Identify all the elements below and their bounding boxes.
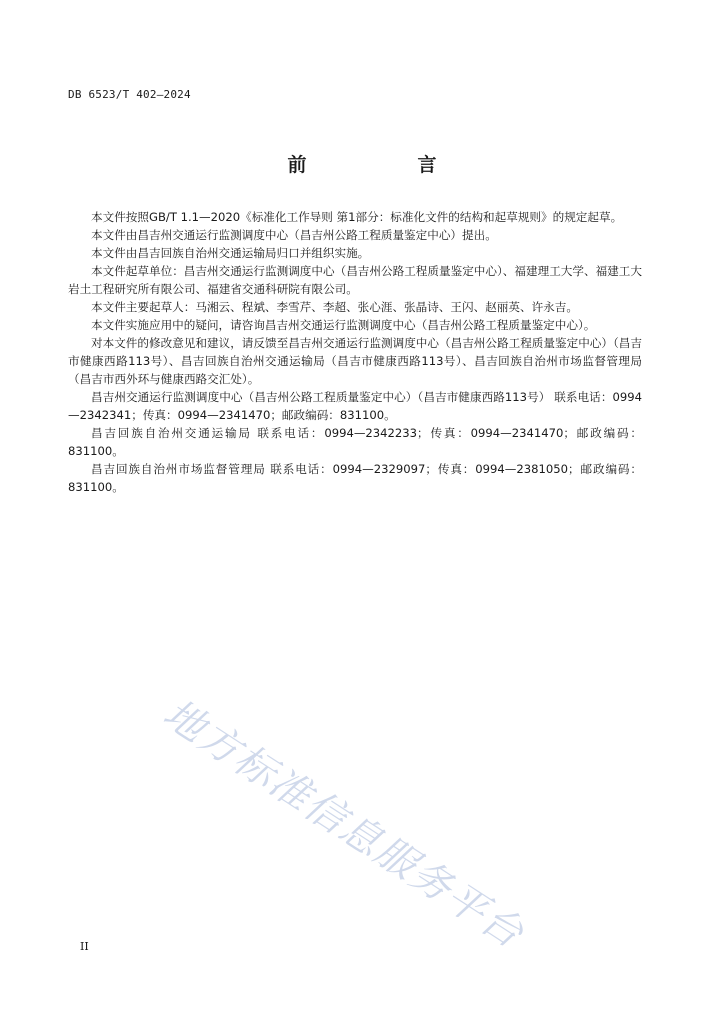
paragraph-drafting-rules: 本文件按照GB/T 1.1—2020《标准化工作导则 第1部分：标准化文件的结构和起草规则》的规定起草。 <box>91 210 623 224</box>
paragraph-contact-center: 昌吉州交通运行监测调度中心（昌吉州公路工程质量鉴定中心）（昌吉市健康西路113号） 联系电话：0994—2342341；传真：0994—2341470；邮政编码：831100。 <box>68 390 642 422</box>
paragraph-feedback: 对本文件的修改意见和建议，请反馈至昌吉州交通运行监测调度中心（昌吉州公路工程质量鉴定中心）（昌吉市健康西路113号）、昌吉回族自治州交通运输局（昌吉市健康西路113号）、昌吉回族自治州市场监督管理局（昌吉市西外环与健康西路交汇处）。 <box>68 336 642 386</box>
paragraph-contact-transport-bureau: 昌吉回族自治州交通运输局 联系电话：0994—2342233；传真：0994—2341470；邮政编码：831100。 <box>68 426 642 458</box>
paragraph-administrator: 本文件由昌吉回族自治州交通运输局归口并组织实施。 <box>91 246 370 260</box>
paragraph-contact-market-bureau: 昌吉回族自治州市场监督管理局 联系电话：0994—2329097；传真：0994—2381050；邮政编码：831100。 <box>68 462 642 494</box>
page-title: 前 言 <box>287 154 483 176</box>
paragraph-drafting-units: 本文件起草单位：昌吉州交通运行监测调度中心（昌吉州公路工程质量鉴定中心）、福建理工大学、福建工大岩土工程研究所有限公司、福建省交通科研院有限公司。 <box>68 264 642 296</box>
foreword-body <box>68 208 642 496</box>
paragraph-inquiries: 本文件实施应用中的疑问，请咨询昌吉州交通运行监测调度中心（昌吉州公路工程质量鉴定中心）。 <box>91 318 596 332</box>
paragraph-drafters: 本文件主要起草人：马湘云、程斌、李雪芹、李超、张心涯、张晶诗、王闪、赵丽英、许永吉。 <box>91 300 578 314</box>
paragraph-proposer: 本文件由昌吉州交通运行监测调度中心（昌吉州公路工程质量鉴定中心）提出。 <box>91 228 497 242</box>
document-code: DB 6523/T 402—2024 <box>68 88 191 101</box>
page-number: II <box>80 940 89 953</box>
watermark-text: 地方标准信息服务平台 <box>155 690 533 958</box>
